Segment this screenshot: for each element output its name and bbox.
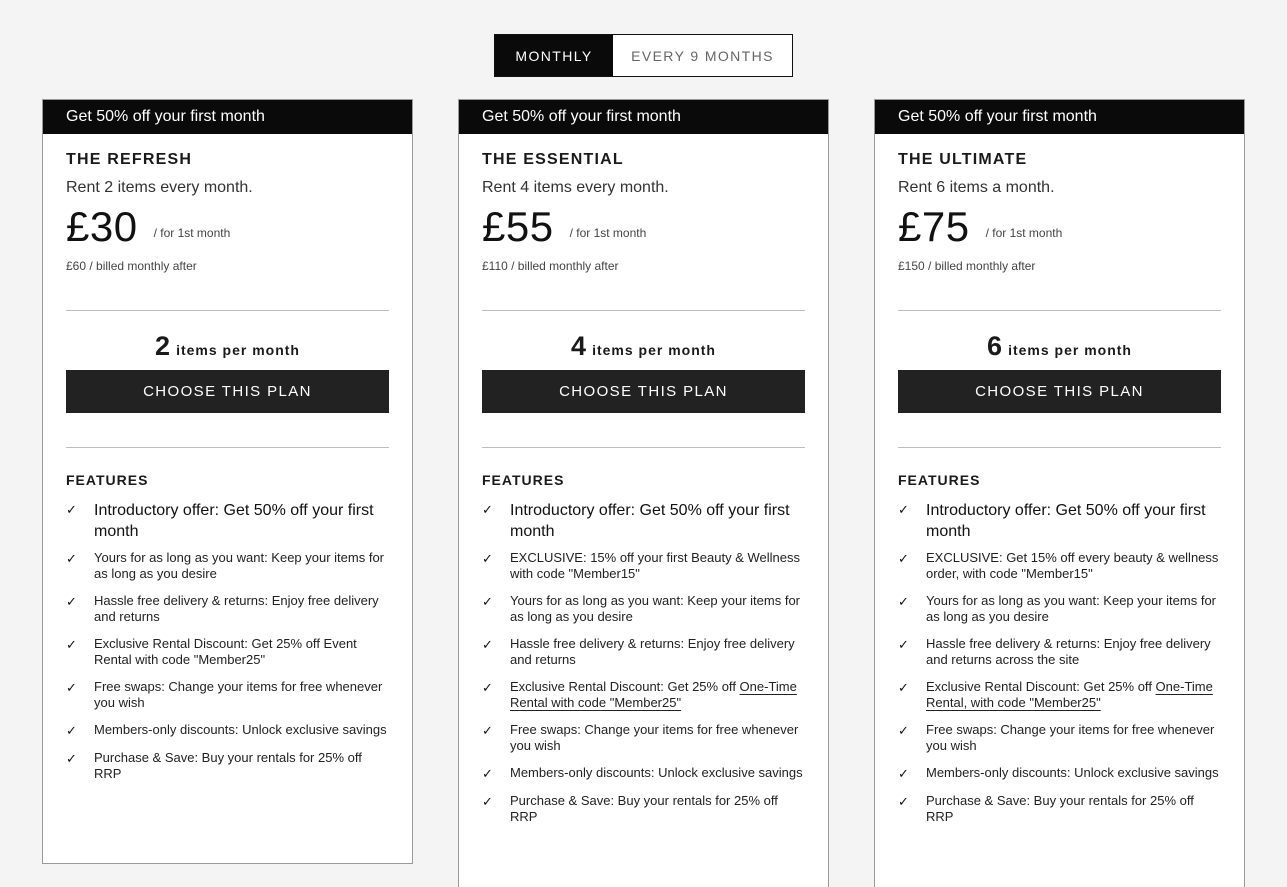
check-icon: ✓ <box>898 680 909 695</box>
list-item <box>66 722 389 739</box>
list-item <box>66 500 389 542</box>
list-item <box>482 679 805 711</box>
list-item <box>898 765 1221 782</box>
feature-text: Free swaps: Change your items for free whenever you wish <box>510 722 799 753</box>
list-item <box>482 593 805 625</box>
divider <box>66 310 389 311</box>
plan-card-ultimate <box>874 99 1245 887</box>
check-icon: ✓ <box>898 637 909 652</box>
choose-plan-button[interactable]: CHOOSE THIS PLAN <box>898 370 1221 413</box>
items-count: 2 <box>155 331 171 361</box>
billing-toggle <box>494 34 793 77</box>
items-per-month <box>66 331 389 362</box>
items-count: 6 <box>987 331 1003 361</box>
check-icon: ✓ <box>482 680 493 695</box>
check-icon: ✓ <box>482 637 493 652</box>
feature-text <box>926 679 1221 711</box>
price-row <box>66 203 389 251</box>
plan-price: £55 <box>482 203 554 250</box>
plan-subtitle: Rent 6 items a month. <box>898 179 1055 196</box>
choose-plan-button[interactable]: CHOOSE THIS PLAN <box>482 370 805 413</box>
check-icon: ✓ <box>66 680 77 695</box>
feature-text: Hassle free delivery & returns: Enjoy free delivery and returns <box>510 636 795 667</box>
check-icon: ✓ <box>66 723 77 738</box>
feature-text: Free swaps: Change your items for free whenever you wish <box>94 679 383 710</box>
one-time-rental-link[interactable]: One-Time Rental, with code "Member25" <box>926 679 1213 710</box>
check-icon: ✓ <box>66 551 77 566</box>
feature-text: Members-only discounts: Unlock exclusive savings <box>94 722 387 737</box>
billed-note: £60 / billed monthly after <box>66 259 197 273</box>
feature-text: Yours for as long as you want: Keep your items for as long as you desire <box>94 550 385 581</box>
feature-text: Members-only discounts: Unlock exclusive savings <box>926 765 1219 780</box>
check-icon: ✓ <box>66 751 77 766</box>
check-icon: ✓ <box>898 794 909 809</box>
feature-text: Introductory offer: Get 50% off your first month <box>510 502 790 540</box>
check-icon: ✓ <box>66 637 77 652</box>
check-icon: ✓ <box>482 502 493 517</box>
feature-text <box>510 679 805 711</box>
check-icon: ✓ <box>66 502 77 517</box>
items-label: items per month <box>176 342 300 358</box>
plan-subtitle: Rent 2 items every month. <box>66 179 253 196</box>
features-title: FEATURES <box>66 472 149 488</box>
feature-text: Purchase & Save: Buy your rentals for 25% off RRP <box>926 793 1194 824</box>
list-item <box>898 793 1221 825</box>
check-icon: ✓ <box>482 723 493 738</box>
plan-name: THE REFRESH <box>66 151 193 168</box>
price-row <box>898 203 1221 251</box>
monthly-toggle-button[interactable]: MONTHLY <box>495 35 613 76</box>
items-label: items per month <box>1008 342 1132 358</box>
price-note: / for 1st month <box>153 226 231 240</box>
feature-text: EXCLUSIVE: Get 15% off every beauty & wellness order, with code "Member15" <box>926 550 1219 581</box>
list-item <box>898 679 1221 711</box>
feature-text-part: Exclusive Rental Discount: Get 25% off <box>510 679 740 694</box>
list-item <box>898 593 1221 625</box>
feature-text-part: Exclusive Rental Discount: Get 25% off <box>926 679 1156 694</box>
plan-subtitle: Rent 4 items every month. <box>482 179 669 196</box>
price-note: / for 1st month <box>985 226 1063 240</box>
list-item <box>482 765 805 782</box>
feature-text: EXCLUSIVE: 15% off your first Beauty & Wellness with code "Member15" <box>510 550 800 581</box>
items-label: items per month <box>592 342 716 358</box>
features-title: FEATURES <box>898 472 981 488</box>
choose-plan-button[interactable]: CHOOSE THIS PLAN <box>66 370 389 413</box>
list-item <box>482 636 805 668</box>
items-per-month <box>482 331 805 362</box>
check-icon: ✓ <box>66 594 77 609</box>
plan-card-essential <box>458 99 829 887</box>
divider <box>898 447 1221 448</box>
items-count: 4 <box>571 331 587 361</box>
list-item <box>66 679 389 711</box>
list-item <box>482 793 805 825</box>
list-item <box>482 500 805 542</box>
check-icon: ✓ <box>482 594 493 609</box>
feature-text: Members-only discounts: Unlock exclusive savings <box>510 765 803 780</box>
check-icon: ✓ <box>482 766 493 781</box>
divider <box>66 447 389 448</box>
feature-text: Purchase & Save: Buy your rentals for 25% off RRP <box>510 793 778 824</box>
list-item <box>898 636 1221 668</box>
features-list <box>66 500 389 782</box>
feature-text: Hassle free delivery & returns: Enjoy free delivery and returns <box>94 593 379 624</box>
list-item <box>482 722 805 754</box>
divider <box>482 310 805 311</box>
list-item <box>898 550 1221 582</box>
features-title: FEATURES <box>482 472 565 488</box>
feature-text: Free swaps: Change your items for free whenever you wish <box>926 722 1215 753</box>
feature-text: Introductory offer: Get 50% off your first month <box>926 502 1206 540</box>
feature-text: Hassle free delivery & returns: Enjoy free delivery and returns across the site <box>926 636 1211 667</box>
check-icon: ✓ <box>482 551 493 566</box>
feature-text: Exclusive Rental Discount: Get 25% off Event Rental with code "Member25" <box>94 636 357 667</box>
check-icon: ✓ <box>898 502 909 517</box>
offer-banner: Get 50% off your first month <box>43 100 412 134</box>
plan-card-refresh <box>42 99 413 864</box>
items-per-month <box>898 331 1221 362</box>
list-item <box>66 636 389 668</box>
features-list <box>482 500 805 825</box>
divider <box>482 447 805 448</box>
plan-price: £75 <box>898 203 970 250</box>
list-item <box>66 550 389 582</box>
list-item <box>898 722 1221 754</box>
check-icon: ✓ <box>898 723 909 738</box>
list-item <box>482 550 805 582</box>
feature-text: Introductory offer: Get 50% off your first month <box>94 502 374 540</box>
billed-note: £110 / billed monthly after <box>482 259 619 273</box>
check-icon: ✓ <box>482 794 493 809</box>
nine-months-toggle-button[interactable]: EVERY 9 MONTHS <box>631 47 774 64</box>
price-note: / for 1st month <box>569 226 647 240</box>
price-row <box>482 203 805 251</box>
offer-banner: Get 50% off your first month <box>459 100 828 134</box>
plan-price: £30 <box>66 203 138 250</box>
plan-name: THE ULTIMATE <box>898 151 1028 168</box>
check-icon: ✓ <box>898 594 909 609</box>
list-item <box>66 750 389 782</box>
list-item <box>898 500 1221 542</box>
offer-banner: Get 50% off your first month <box>875 100 1244 134</box>
features-list <box>898 500 1221 825</box>
feature-text: Yours for as long as you want: Keep your items for as long as you desire <box>510 593 801 624</box>
billed-note: £150 / billed monthly after <box>898 259 1036 273</box>
list-item <box>66 593 389 625</box>
plan-name: THE ESSENTIAL <box>482 151 624 168</box>
check-icon: ✓ <box>898 551 909 566</box>
check-icon: ✓ <box>898 766 909 781</box>
divider <box>898 310 1221 311</box>
feature-text: Yours for as long as you want: Keep your items for as long as you desire <box>926 593 1217 624</box>
feature-text: Purchase & Save: Buy your rentals for 25% off RRP <box>94 750 362 781</box>
one-time-rental-link[interactable]: One-Time Rental with code "Member25" <box>510 679 797 710</box>
